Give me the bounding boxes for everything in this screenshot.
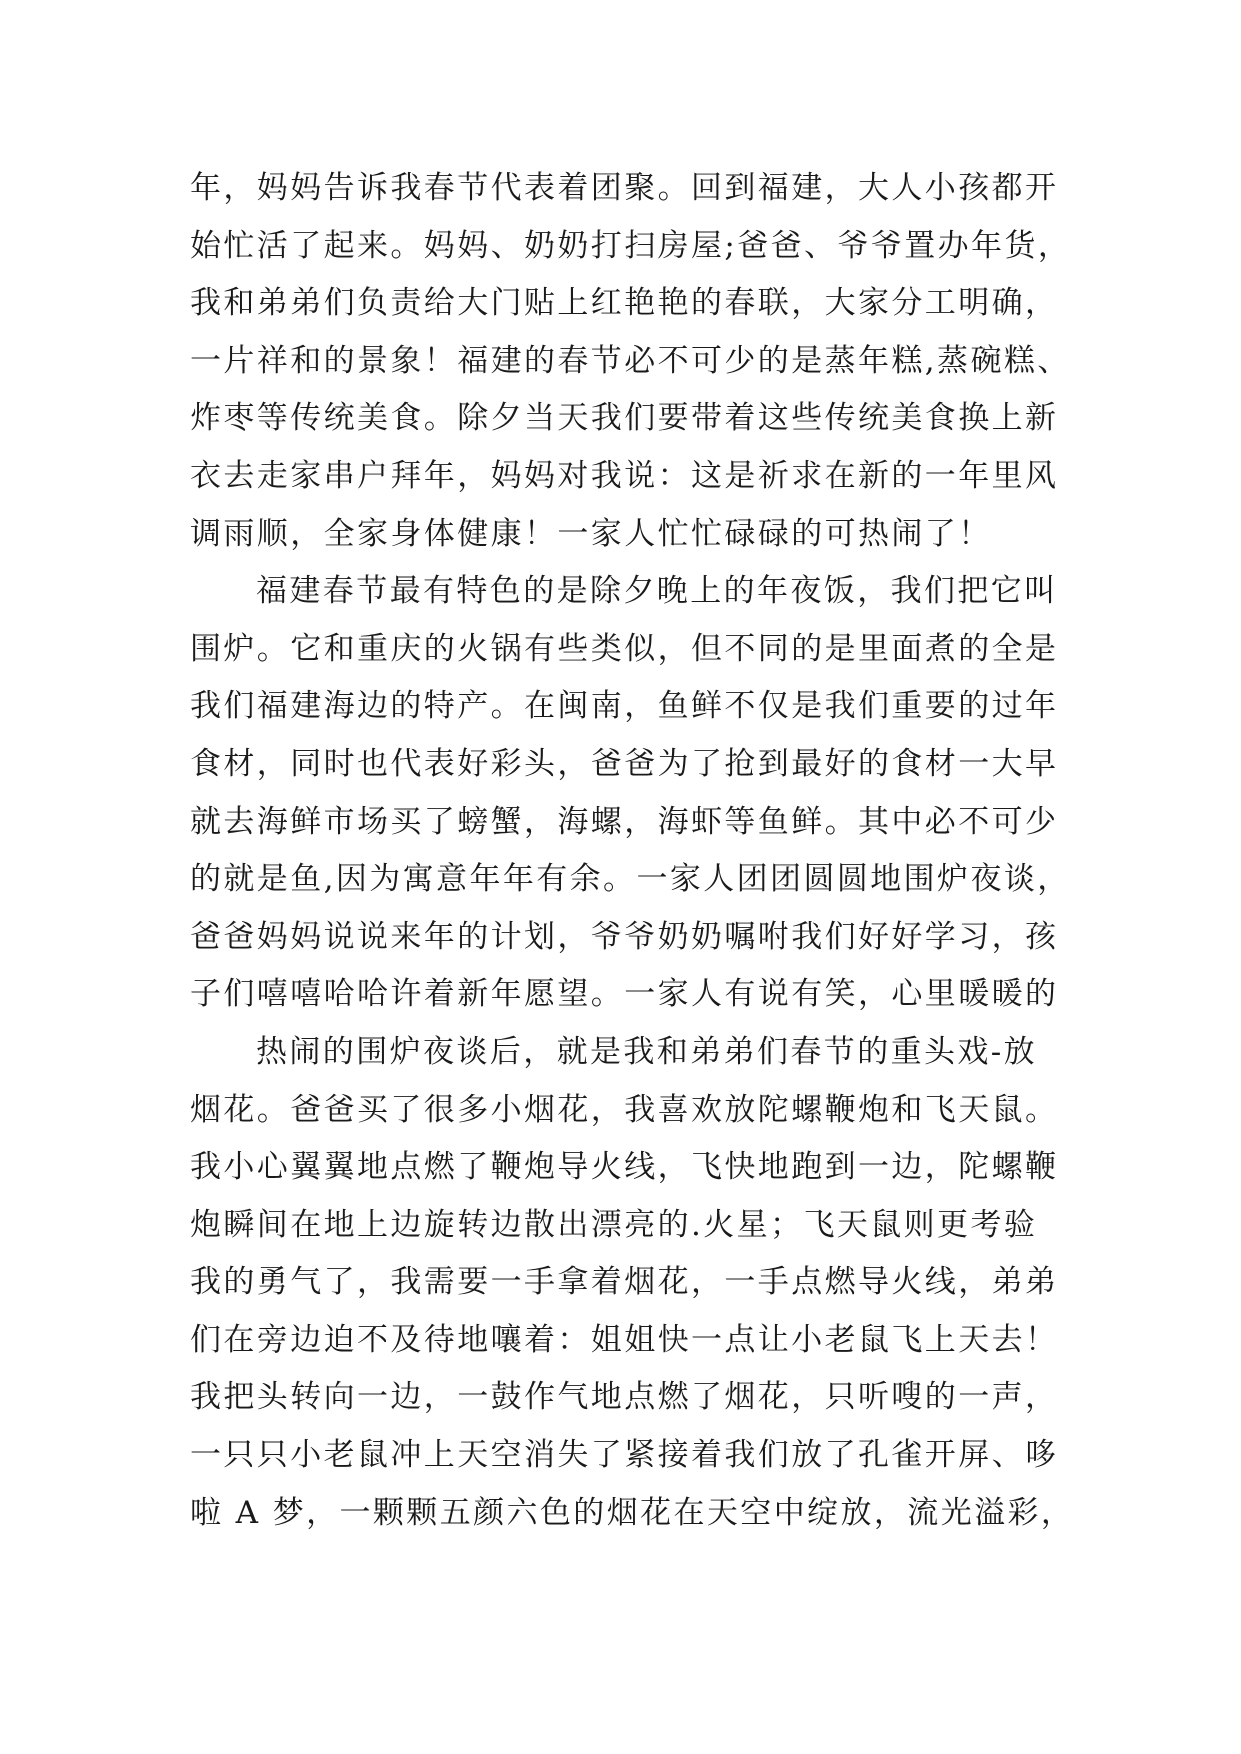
text-line: 我们福建海边的特产。在闽南，鱼鲜不仅是我们重要的过年 [190,688,1059,725]
text-line: 我把头转向一边，一鼓作气地点燃了烟花，只听嗖的一声， [190,1379,1059,1416]
text-line: 啦 A 梦，一颗颗五颜六色的烟花在天空中绽放，流光溢彩， [190,1494,1075,1531]
text-line: 就去海鲜市场买了螃蟹，海螺，海虾等鱼鲜。其中必不可少 [190,803,1059,840]
text-line: 的就是鱼,因为寓意年年有余。一家人团团圆圆地围炉夜谈， [190,861,1071,898]
text-line: 爸爸妈妈说说来年的计划，爷爷奶奶嘱咐我们好好学习，孩 [190,918,1059,955]
paragraph-first-line: 福建春节最有特色的是除夕晚上的年夜饭，我们把它叫 [256,573,1058,610]
text-line: 衣去走家串户拜年，妈妈对我说：这是祈求在新的一年里风 [190,457,1059,494]
text-line: 始忙活了起来。妈妈、奶奶打扫房屋;爸爸、爷爷置办年货， [190,227,1072,264]
text-line: 烟花。爸爸买了很多小烟花，我喜欢放陀螺鞭炮和飞天鼠。 [190,1091,1059,1128]
paragraph-first-line: 热闹的围炉夜谈后，就是我和弟弟们春节的重头戏-放 [256,1033,1038,1070]
text-line: 炮瞬间在地上边旋转边散出漂亮的.火星；飞天鼠则更考验 [190,1206,1038,1243]
text-line: 炸枣等传统美食。除夕当天我们要带着这些传统美食换上新 [190,400,1059,437]
text-line: 年，妈妈告诉我春节代表着团聚。回到福建，大人小孩都开 [190,170,1059,206]
text-line: 食材，同时也代表好彩头，爸爸为了抢到最好的食材一大早 [190,745,1059,782]
text-line: 一片祥和的景象！福建的春节必不可少的是蒸年糕,蒸碗糕、 [190,342,1071,379]
text-line: 围炉。它和重庆的火锅有些类似，但不同的是里面煮的全是 [190,630,1059,667]
text-line: 一只只小老鼠冲上天空消失了紧接着我们放了孔雀开屏、哆 [190,1437,1059,1474]
text-line: 我小心翼翼地点燃了鞭炮导火线，飞快地跑到一边，陀螺鞭 [190,1149,1059,1186]
text-line: 子们嘻嘻哈哈许着新年愿望。一家人有说有笑，心里暖暖的 [190,976,1059,1013]
text-line: 我和弟弟们负责给大门贴上红艳艳的春联，大家分工明确， [190,285,1059,322]
text-line: 们在旁边迫不及待地嚷着：姐姐快一点让小老鼠飞上天去！ [190,1321,1059,1358]
text-line: 调雨顺，全家身体健康！一家人忙忙碌碌的可热闹了！ [190,515,992,552]
text-line: 我的勇气了，我需要一手拿着烟花，一手点燃导火线，弟弟 [190,1264,1059,1301]
body-text [190,160,1090,1542]
